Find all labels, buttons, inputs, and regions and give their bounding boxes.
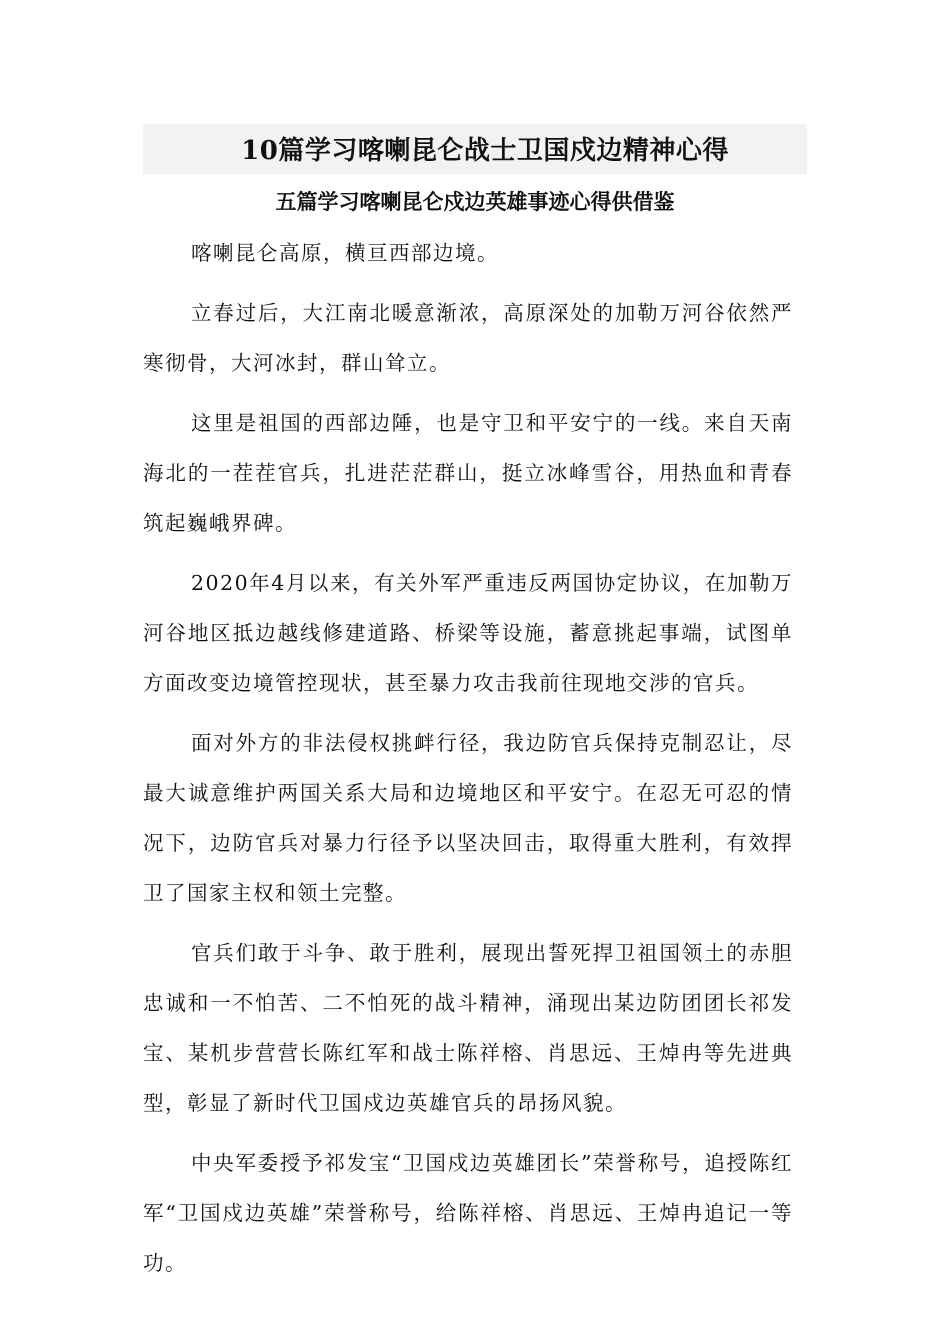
- paragraph: 面对外方的非法侵权挑衅行径，我边防官兵保持克制忍让，尽最大诚意维护两国关系大局和边境地区和平安宁。在忍无可忍的情况下，边防官兵对暴力行径予以坚决回击，取得重大胜利，有效捍卫了国家主权和领土完整。: [143, 731, 793, 905]
- paragraph: 喀喇昆仑高原，横亘西部边境。: [191, 241, 499, 265]
- paragraph: 官兵们敢于斗争、敢于胜利，展现出誓死捍卫祖国领土的赤胆忠诚和一不怕苦、二不怕死的战斗精神，涌现出某边防团团长祁发宝、某机步营营长陈红军和战士陈祥榕、肖思远、王焯冉等先进典型，彰显了新时代卫国戍边英雄官兵的昂扬风貌。: [143, 941, 793, 1115]
- document-title: 10篇学习喀喇昆仑战士卫国戍边精神心得: [241, 136, 729, 166]
- paragraph: 这里是祖国的西部边陲，也是守卫和平安宁的一线。来自天南海北的一茬茬官兵，扎进茫茫群山，挺立冰峰雪谷，用热血和青春筑起巍峨界碑。: [143, 411, 793, 535]
- paragraph: 中央军委授予祁发宝“卫国戍边英雄团长”荣誉称号，追授陈红军“卫国戍边英雄”荣誉称号，给陈祥榕、肖思远、王焯冉追记一等功。: [143, 1151, 793, 1275]
- document-subtitle: 五篇学习喀喇昆仑戍边英雄事迹心得供借鉴: [275, 189, 675, 214]
- paragraph: 2020年4月以来，有关外军严重违反两国协定协议，在加勒万河谷地区抵边越线修建道路、桥梁等设施，蓄意挑起事端，试图单方面改变边境管控现状，甚至暴力攻击我前往现地交涉的官兵。: [143, 571, 793, 695]
- document-body: [143, 228, 793, 1298]
- paragraph: 立春过后，大江南北暖意渐浓，高原深处的加勒万河谷依然严寒彻骨，大河冰封，群山耸立。: [143, 301, 793, 375]
